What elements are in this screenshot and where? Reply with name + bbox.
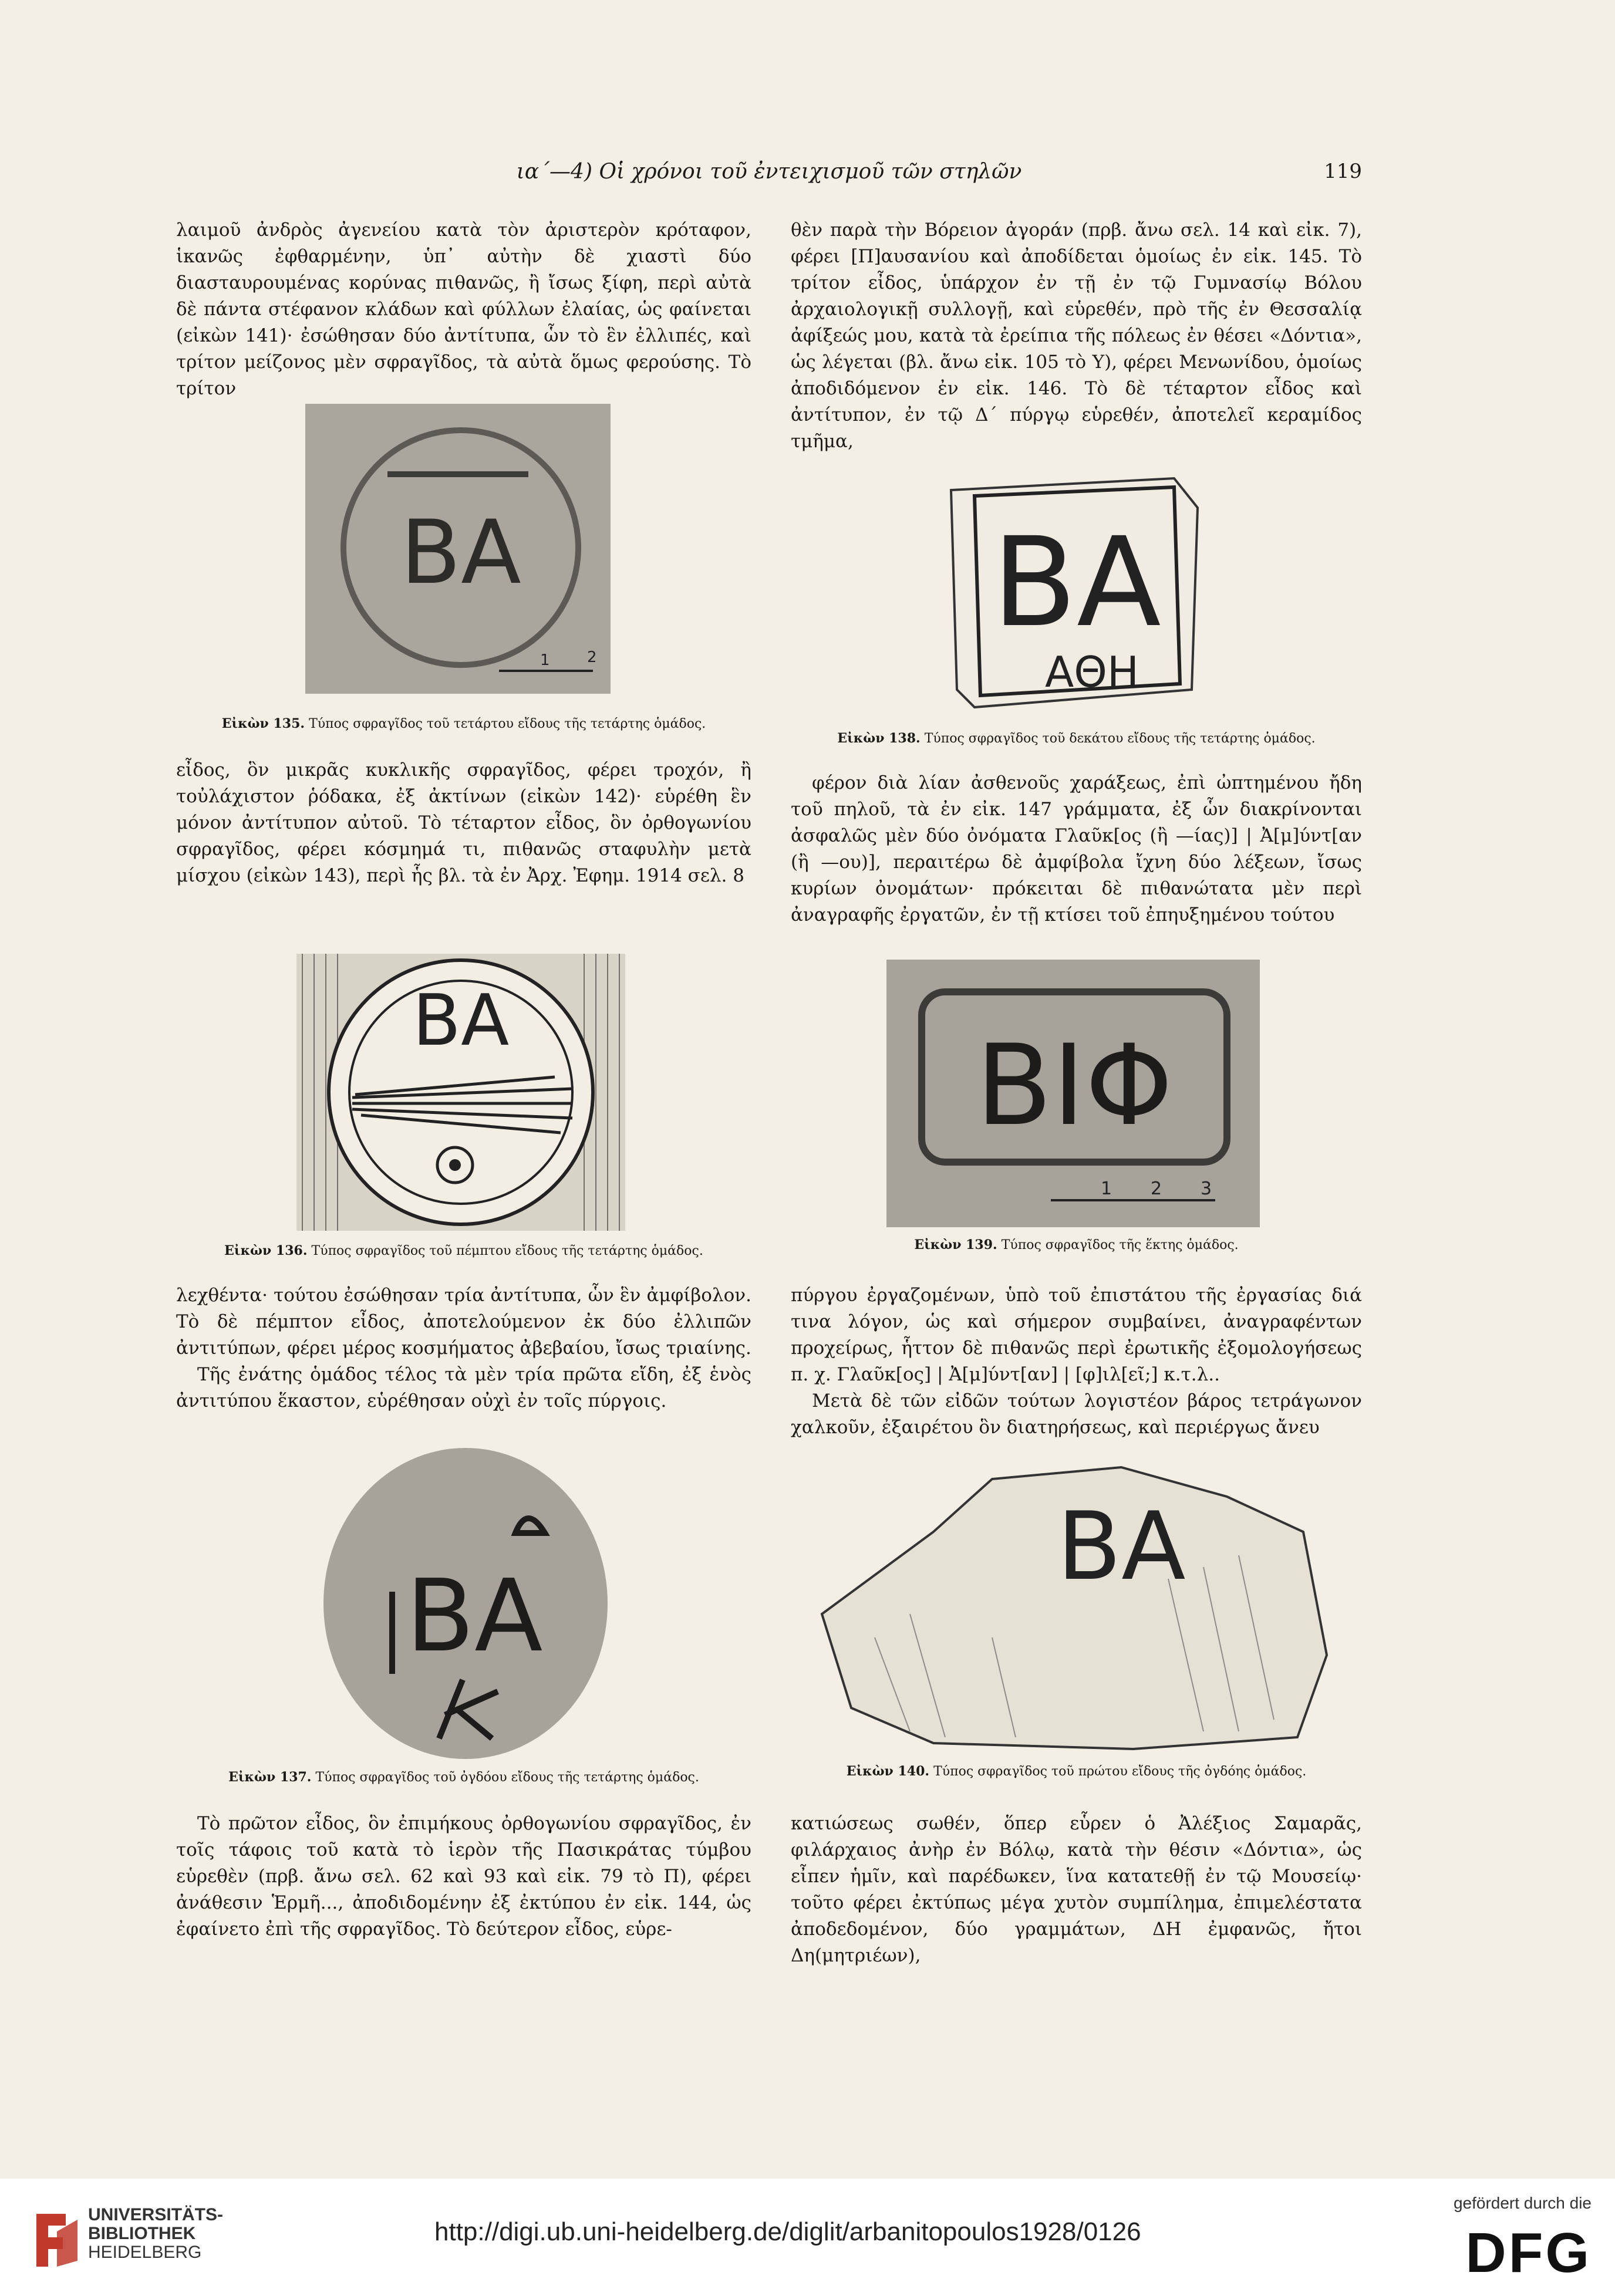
funded-by-label: gefördert durch die (1453, 2194, 1592, 2212)
left-column-block-2 (176, 757, 751, 889)
figure-137 (322, 1445, 609, 1762)
permalink-url[interactable]: http://digi.ub.uni-heidelberg.de/diglit/arbanitopoulos1928/0126 (434, 2217, 1141, 2246)
left-paragraph-2: εἶδος, ὃν μικρᾶς κυκλικῆς σφραγῖδος, φέρει τροχόν, ἢ τοὐλάχιστον ῥόδακα, ἐξ ἀκτίνων (εἰκὼν 142)· εὑρέθη ἓν μόνον ἀντίτυπον αὐτοῦ. Τὸ τέταρτον εἶδος, ὃν ὀρθογωνίου σφραγῖδος, φέρει κόσμημά τι, πιθανῶς σταφυλὴν μετὰ μίσχου (εἰκὼν 143), περὶ ἧς βλ. τὰ ἐν Ἀρχ. Ἐφημ. 1914 σελ. 8 (176, 759, 751, 886)
figure-135 (305, 404, 611, 694)
right-column-block-2 (791, 770, 1362, 928)
seal-image-139 (886, 960, 1260, 1227)
right-paragraph-1: θὲν παρὰ τὴν Βόρειον ἀγοράν (πρβ. ἄνω σελ. 14 καὶ εἰκ. 7), φέρει [Π]αυσανίου καὶ ἀποδίδεται ὁμοίως ἐν εἰκ. 145. Τὸ τρίτον εἶδος, ὑπάρχον ἐν τῇ ἐν τῷ Γυμνασίῳ Βόλου ἀρχαιολογικῇ συλλογῇ, καὶ εὑρεθέν, πρὸ τῆς ἐν Θεσσαλίᾳ ἀφίξεώς μου, κατὰ τὰ ἐρείπια τῆς πόλεως ἐν θέσει «Δόντια», ὡς λέγεται (βλ. ἄνω εἰκ. 105 τὸ Υ), φέρει Μενωνίδου, ὁμοίως ἀποδιδόμενον ἐν εἰκ. 146. Τὸ δὲ τέταρτον εἶδος καὶ ἀντίτυπον, ἐν τῷ Δ΄ πύργῳ εὑρεθέν, ἀποτελεῖ κεραμίδος τμῆμα, (791, 220, 1362, 452)
right-paragraph-3: πύργου ἐργαζομένων, ὑπὸ τοῦ ἐπιστάτου τῆς ἐργασίας διά τινα λόγον, ὡς καὶ σήμερον συμβαίνει, ἀναγραφέντων προχείρως, ἧττον δὲ πιθανῶς περὶ ἐρωτικῆς ἐξομολογήσεως π. χ. Γλαῦκ[ος] | Ἀ[μ]ύντ[αν] | [φ]ιλ[εῖ;] κ.τ.λ.. (791, 1285, 1362, 1385)
caption-137 (176, 1770, 751, 1785)
left-paragraph-4: Τῆς ἐνάτης ὁμάδος τέλος τὰ μὲν τρία πρῶτα εἴδη, ἐξ ἑνὸς ἀντιτύπου ἕκαστον, εὑρέθησαν οὐχὶ ἐν τοῖς πύργοις. (176, 1364, 751, 1412)
seal-letters-136: ΒΑ (412, 980, 510, 1062)
caption-label-135: Εἰκὼν 135. (221, 716, 305, 731)
figure-138 (939, 455, 1209, 725)
caption-label-139: Εἰκὼν 139. (914, 1237, 997, 1252)
seal-letters-135: ΒΑ (400, 502, 521, 604)
right-column-block-3 (791, 1282, 1362, 1441)
seal-subletters-138: ΑΘΗ (1045, 647, 1139, 697)
caption-140 (791, 1764, 1362, 1779)
seal-image-137 (322, 1445, 609, 1762)
caption-text-139: Τύπος σφραγῖδος τῆς ἕκτης ὁμάδος. (1001, 1238, 1239, 1252)
seal-letters-140: ΒΑ (1057, 1491, 1186, 1601)
caption-139 (791, 1237, 1362, 1252)
left-paragraph-1: λαιμοῦ ἀνδρὸς ἀγενείου κατὰ τὸν ἀριστερὸν κρόταφον, ἱκανῶς ἐφθαρμένην, ὑπ᾽ αὐτὴν δὲ χιαστὶ δύο διασταυρουμένας κορύνας πιθανῶς, ἢ ἴσως ξίφη, περὶ αὐτὰ δὲ πάντα στέφανον κλάδων καὶ φύλλων ἐλαίας, ὡς φαίνεται (εἰκὼν 141)· ἐσώθησαν δύο ἀντίτυπα, ὧν τὸ ἓν ἐλλιπές, καὶ τρίτον μείζονος μὲν σφραγῖδος, τὰ αὐτὰ ὅμως φερούσης. Τὸ τρίτον (176, 220, 751, 399)
caption-text-140: Τύπος σφραγῖδος τοῦ πρώτου εἴδους τῆς ὀγδόης ὁμάδος. (933, 1764, 1307, 1779)
caption-text-138: Τύπος σφραγῖδος τοῦ δεκάτου εἴδους τῆς τετάρτης ὁμάδος. (924, 731, 1316, 746)
caption-text-135: Τύπος σφραγῖδος τοῦ τετάρτου εἴδους τῆς τετάρτης ὁμάδος. (309, 717, 706, 731)
seal-image-140 (816, 1461, 1333, 1755)
figure-139 (886, 960, 1260, 1227)
scale-1: 1 (1101, 1179, 1112, 1199)
left-column-block-4 (176, 1811, 751, 1943)
figure-140 (816, 1461, 1333, 1755)
viewer-footer (0, 2179, 1615, 2296)
caption-text-137: Τύπος σφραγῖδος τοῦ ὀγδόου εἴδους τῆς τετάρτης ὁμάδος. (315, 1770, 699, 1785)
right-paragraph-5: κατιώσεως σωθέν, ὅπερ εὗρεν ὁ Ἀλέξιος Σαμαρᾶς, φιλάρχαιος ἀνὴρ ἐν Βόλῳ, κατὰ τὴν θέσιν «Δόντια», ὡς εἶπεν ἡμῖν, καὶ παρέδωκεν, ἵνα κατατεθῇ ἐν τῷ Μουσείῳ· τοῦτο φέρει ἐκτύπως μέγα χυτὸν συμπίλημα, ἐπιμελέστατα ἀποδεδομένον, δύο γραμμάτων, ΔΗ ἐμφανῶς, ἤτοι Δη(μητριέων), (791, 1813, 1362, 1966)
caption-label-136: Εἰκὼν 136. (224, 1243, 308, 1258)
scale-3: 3 (1201, 1179, 1212, 1199)
figure-136 (296, 954, 625, 1231)
seal-image-136 (296, 954, 625, 1231)
caption-136 (176, 1243, 751, 1258)
left-column-block-3 (176, 1282, 751, 1414)
right-column-block-1 (791, 217, 1362, 455)
seal-letters-138: ΒΑ (992, 511, 1161, 654)
library-line-3: HEIDELBERG (88, 2243, 202, 2262)
caption-label-137: Εἰκὼν 137. (228, 1770, 312, 1785)
left-paragraph-5: Τὸ πρῶτον εἶδος, ὃν ἐπιμήκους ὀρθογωνίου σφραγῖδος, ἐν τοῖς τάφοις τοῦ κατὰ τὸ ἱερὸν τῆς Πασικράτας τύμβου εὑρεθὲν (πρβ. ἄνω σελ. 62 καὶ 93 καὶ εἰκ. 79 τὸ Π), φέρει ἀνάθεσιν Ἑρμῆ..., ἀποδιδομένην ἐξ ἐκτύπου ἐν εἰκ. 144, ὡς ἐφαίνετο ἐπὶ τῆς σφραγῖδος. Τὸ δεύτερον εἶδος, εὑρε- (176, 1813, 751, 1940)
seal-image-135 (305, 404, 611, 694)
caption-text-136: Τύπος σφραγῖδος τοῦ πέμπτου εἴδους τῆς τετάρτης ὁμάδος. (311, 1244, 703, 1258)
dfg-logo: DFG (1465, 2221, 1592, 2284)
seal-letters-139: ΒΙΦ (976, 1021, 1173, 1150)
seal-image-138 (939, 455, 1209, 725)
left-paragraph-3: λεχθέντα· τούτου ἐσώθησαν τρία ἀντίτυπα, ὧν ἓν ἀμφίβολον. Τὸ δὲ πέμπτον εἶδος, ἀποτελούμενον ἐκ δύο ἐλλιπῶν ἀντιτύπων, φέρει μέρος κοσμήματος ἀβεβαίου, ἴσως τριαίνης. (176, 1285, 751, 1359)
scale-2: 2 (587, 649, 597, 666)
library-line-1: UNIVERSITÄTS- (88, 2205, 224, 2224)
scale-1: 1 (540, 651, 550, 669)
university-library-logo-icon (31, 2208, 83, 2273)
right-paragraph-2: φέρον διὰ λίαν ἀσθενοῦς χαράξεως, ἐπὶ ὠπτημένου ἤδη τοῦ πηλοῦ, τὰ ἐν εἰκ. 147 γράμματα, ἐξ ὧν διακρίνονται ἀσφαλῶς μὲν δύο ὀνόματα Γλαῦκ[ος (ἢ —ίας)] | Ἀ[μ]ύντ[αν (ἢ —ου)], περαιτέρω δὲ ἀμφίβολα ἴχνη δύο λέξεων, ἴσως κυρίων ὀνομάτων· πρόκειται δὲ πιθανώτατα μὲν περὶ ἀναγραφῆς ἐργατῶν, ἐν τῇ κτίσει τοῦ ἐπηυξημένου τούτου (791, 772, 1362, 926)
caption-label-138: Εἰκὼν 138. (837, 731, 921, 746)
scale-2: 2 (1151, 1179, 1162, 1199)
seal-letters-137: ΒΑ (406, 1558, 543, 1674)
caption-label-140: Εἰκὼν 140. (846, 1764, 930, 1779)
caption-135 (176, 716, 751, 731)
running-header (176, 160, 1362, 188)
library-line-2: BIBLIOTHEK (88, 2224, 196, 2243)
left-column-block-1 (176, 217, 751, 402)
running-title: ια΄—4) Οἱ χρόνοι τοῦ ἐντειχισμοῦ τῶν στηλῶν (516, 160, 1022, 184)
right-paragraph-4: Μετὰ δὲ τῶν εἰδῶν τούτων λογιστέον βάρος τετράγωνον χαλκοῦν, ἐξαιρέτου ὃν διατηρήσεως, καὶ περιέργως ἄνευ (791, 1390, 1362, 1438)
caption-138 (791, 731, 1362, 746)
library-name (88, 2206, 223, 2262)
page-number: 119 (1324, 160, 1362, 183)
right-column-block-4 (791, 1811, 1362, 1969)
